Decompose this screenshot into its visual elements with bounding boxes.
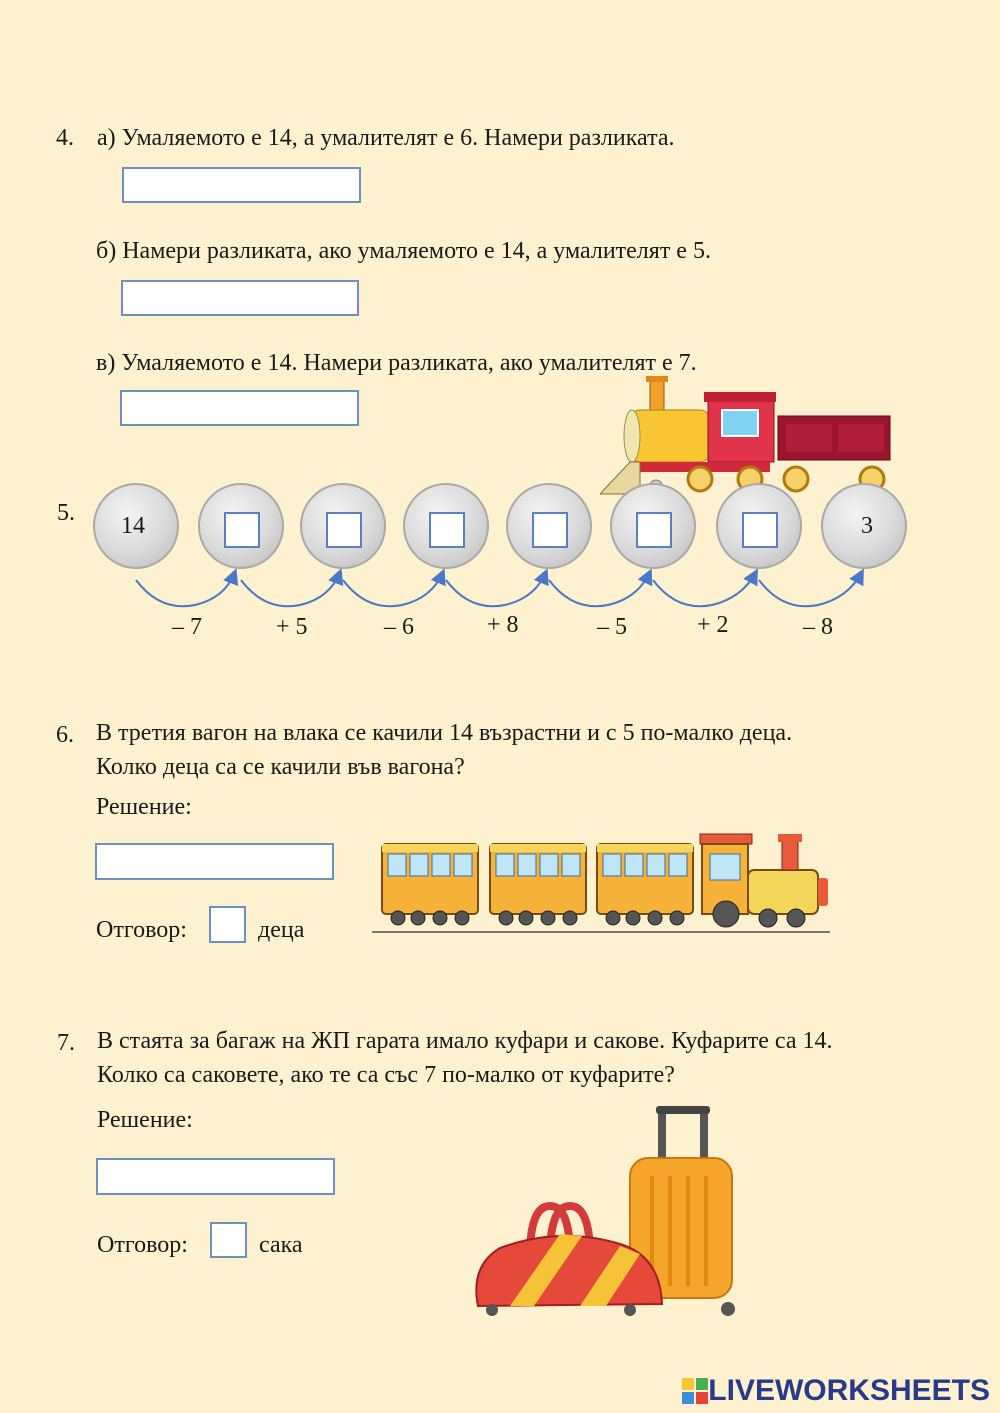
chain-op-1: – 7 xyxy=(172,614,202,640)
task6-answer-label: Отговор: xyxy=(96,917,187,943)
chain-end-value: 3 xyxy=(861,513,873,539)
task7-line2: Колко са саковете, ако те са със 7 по-малко от куфарите? xyxy=(97,1062,675,1088)
chain-op-3: – 6 xyxy=(384,614,414,640)
chain-circle-3 xyxy=(403,483,489,569)
task7-line1: В стаята за багаж на ЖП гарата имало куфари и сакове. Куфарите са 14. xyxy=(97,1028,833,1054)
task4a-text: а) Умаляемото е 14, а умалителят е 6. Намери разликата. xyxy=(97,125,675,151)
arrow-2 xyxy=(241,572,340,606)
chain-circle-6 xyxy=(716,483,802,569)
task7-answer-label: Отговор: xyxy=(97,1232,188,1258)
steam-train-icon xyxy=(600,376,895,496)
arrow-5 xyxy=(549,572,650,606)
chain-answer-input-1[interactable] xyxy=(224,512,260,548)
task5-number: 5. xyxy=(57,500,75,526)
task4b-answer-input[interactable] xyxy=(121,280,359,316)
task6-line2: Колко деца са се качили във вагона? xyxy=(96,754,465,780)
liveworksheets-logo-icon xyxy=(682,1378,708,1404)
chain-op-2: + 5 xyxy=(276,614,308,640)
chain-circle-end xyxy=(821,483,907,569)
task4c-text: в) Умаляемото е 14. Намери разликата, ако умалителят е 7. xyxy=(96,350,697,376)
chain-answer-input-4[interactable] xyxy=(532,512,568,548)
arrow-3 xyxy=(343,572,443,606)
chain-op-5: – 5 xyxy=(597,614,627,640)
chain-answer-input-5[interactable] xyxy=(636,512,672,548)
chain-circle-start xyxy=(93,483,179,569)
task7-number: 7. xyxy=(57,1030,75,1056)
task6-answer-input[interactable] xyxy=(209,906,246,943)
chain-answer-input-6[interactable] xyxy=(742,512,778,548)
task4-number: 4. xyxy=(56,125,74,151)
arrow-1 xyxy=(136,572,235,606)
arrow-6 xyxy=(653,572,756,606)
chain-circle-4 xyxy=(506,483,592,569)
chain-circle-2 xyxy=(300,483,386,569)
task4c-answer-input[interactable] xyxy=(120,390,359,426)
task4a-answer-input[interactable] xyxy=(122,167,361,203)
chain-answer-input-2[interactable] xyxy=(326,512,362,548)
liveworksheets-logo[interactable] xyxy=(682,1374,990,1408)
chain-circle-1 xyxy=(198,483,284,569)
chain-op-4: + 8 xyxy=(487,612,519,638)
task6-number: 6. xyxy=(56,722,74,748)
task4b-text: б) Намери разликата, ако умаляемото е 14, а умалителят е 5. xyxy=(96,238,711,264)
task6-solution-label: Решение: xyxy=(96,794,192,820)
task6-unit: деца xyxy=(258,917,305,943)
task7-solution-input[interactable] xyxy=(96,1158,335,1195)
chain-answer-input-3[interactable] xyxy=(429,512,465,548)
arrow-7 xyxy=(759,572,862,606)
task7-solution-label: Решение: xyxy=(97,1107,193,1133)
chain-op-6: + 2 xyxy=(697,612,729,638)
passenger-train-icon xyxy=(372,830,832,940)
task7-unit: сака xyxy=(259,1232,303,1258)
chain-arrows xyxy=(0,560,1000,620)
logo-text: LIVEWORKSHEETS xyxy=(708,1374,990,1407)
chain-circle-5 xyxy=(610,483,696,569)
task6-line1: В третия вагон на влака се качили 14 възрастни и с 5 по-малко деца. xyxy=(96,720,793,746)
chain-start-value: 14 xyxy=(121,513,145,539)
chain-op-7: – 8 xyxy=(803,614,833,640)
arrow-4 xyxy=(446,572,546,606)
luggage-icon xyxy=(470,1106,750,1321)
task6-solution-input[interactable] xyxy=(95,843,334,880)
task7-answer-input[interactable] xyxy=(210,1222,247,1258)
